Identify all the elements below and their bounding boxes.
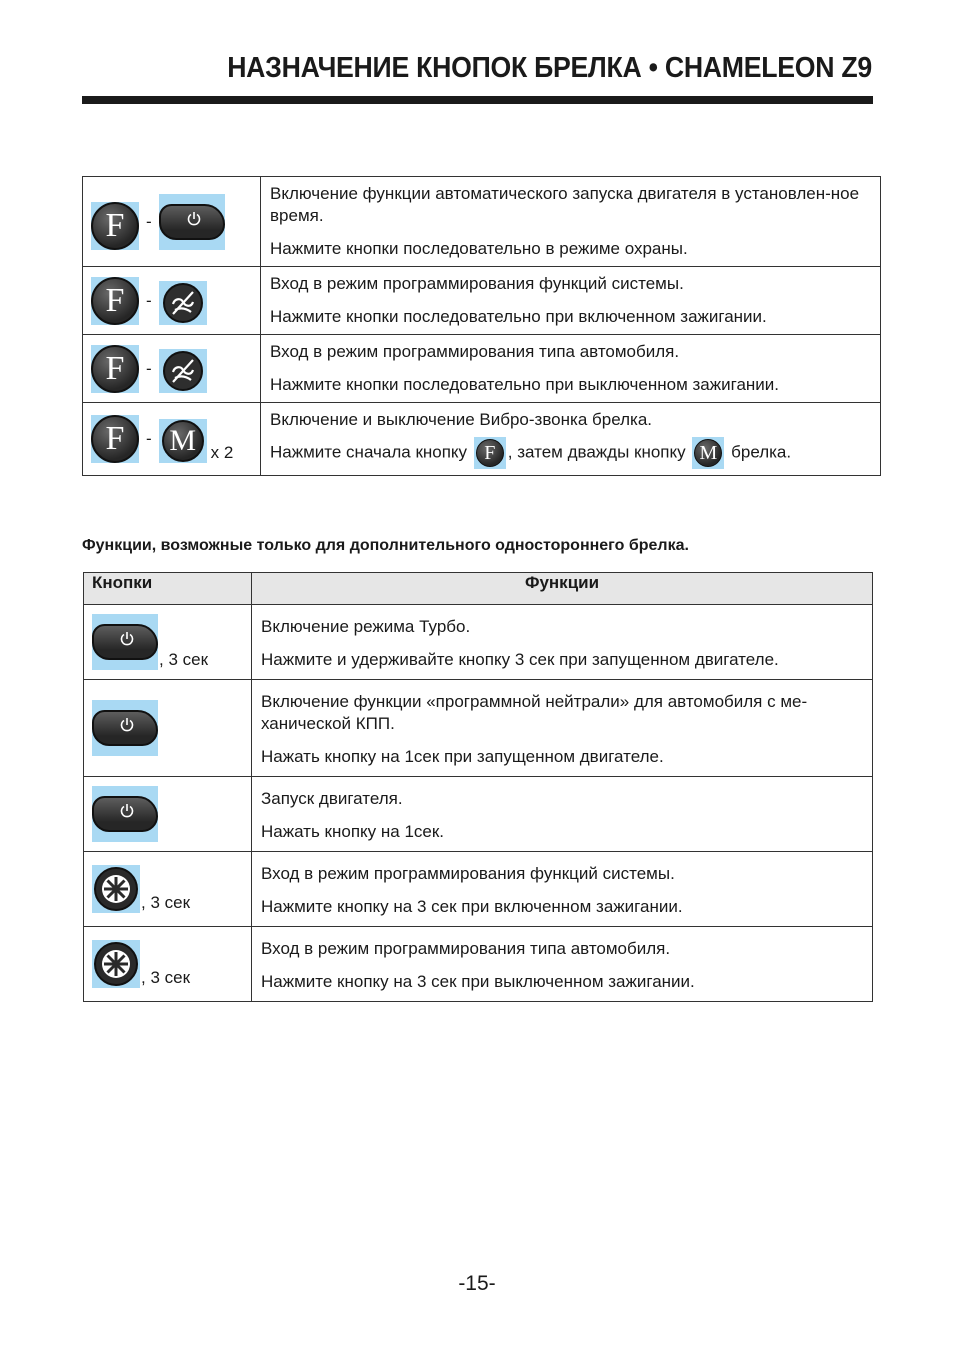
function-description: Запуск двигателя. bbox=[261, 789, 403, 808]
buttons-cell bbox=[84, 927, 252, 1002]
instruction-text: Нажмите сначала кнопку F , затем дважды кнопку M брелка. bbox=[270, 437, 870, 469]
separator: - bbox=[146, 429, 152, 448]
buttons-cell bbox=[83, 177, 261, 267]
instruction-text: Нажмите и удерживайте кнопку 3 сек при запущенном двигателе. bbox=[261, 650, 779, 669]
table-row bbox=[83, 403, 881, 476]
table-row bbox=[83, 335, 881, 403]
table-row bbox=[84, 777, 873, 852]
table-row bbox=[84, 680, 873, 777]
m-button-icon: M bbox=[159, 419, 207, 463]
page-number: -15- bbox=[458, 1272, 496, 1295]
engine-off-button-icon bbox=[159, 349, 207, 393]
engine-off-button-icon bbox=[159, 281, 207, 325]
description-cell bbox=[252, 680, 873, 777]
f-button-icon: F bbox=[91, 277, 139, 325]
function-description: Включение функции автоматического запуска двигателя в установлен-ное время. bbox=[270, 184, 860, 225]
description-cell bbox=[261, 335, 881, 403]
button-combo-table bbox=[82, 176, 881, 476]
instruction-text: Нажмите кнопку на 3 сек при включенном зажигании. bbox=[261, 897, 683, 916]
f-button-icon: F bbox=[91, 345, 139, 393]
table-row bbox=[84, 927, 873, 1002]
buttons-cell bbox=[84, 680, 252, 777]
description-cell bbox=[252, 927, 873, 1002]
header-row bbox=[84, 573, 873, 605]
section-subtitle: Функции, возможные только для дополнительного одностороннего брелка. bbox=[82, 537, 689, 554]
asterisk-button-icon bbox=[92, 865, 140, 913]
function-description: Включение режима Турбо. bbox=[261, 617, 471, 636]
hold-duration: , 3 сек bbox=[159, 650, 209, 669]
function-description: Вход в режим программирования типа автомобиля. bbox=[270, 342, 680, 361]
instruction-text: Нажать кнопку на 1сек. bbox=[261, 822, 445, 841]
function-description: Включение функции «программной нейтрали» для автомобиля с ме-ханической КПП. bbox=[261, 692, 808, 733]
buttons-cell bbox=[84, 605, 252, 680]
separator: - bbox=[146, 290, 152, 310]
table-row bbox=[84, 605, 873, 680]
instruction-text: Нажмите кнопку на 3 сек при выключенном зажигании. bbox=[261, 972, 695, 991]
instruction-text: Нажмите кнопки последовательно при выключенном зажигании. bbox=[270, 375, 779, 394]
m-button-icon: M bbox=[692, 437, 724, 469]
f-button-icon: F bbox=[474, 437, 506, 469]
description-cell bbox=[261, 267, 881, 335]
asterisk-button-icon bbox=[92, 940, 140, 988]
power-button-icon bbox=[92, 786, 158, 842]
description-cell bbox=[261, 403, 881, 476]
page-title: НАЗНАЧЕНИЕ КНОПОК БРЕЛКА • CHAMELEON Z9 bbox=[227, 52, 872, 84]
separator: - bbox=[146, 211, 152, 231]
function-description: Вход в режим программирования типа автомобиля. bbox=[261, 939, 671, 958]
description-cell bbox=[261, 177, 881, 267]
separator: - bbox=[146, 358, 152, 378]
instruction-text: Нажать кнопку на 1сек при запущенном двигателе. bbox=[261, 747, 664, 766]
description-cell bbox=[252, 605, 873, 680]
buttons-cell bbox=[84, 777, 252, 852]
table-row bbox=[83, 177, 881, 267]
buttons-cell bbox=[83, 267, 261, 335]
table-row bbox=[84, 852, 873, 927]
hold-duration: , 3 сек bbox=[141, 968, 191, 987]
description-cell bbox=[252, 852, 873, 927]
buttons-cell bbox=[83, 335, 261, 403]
instruction-text: Нажмите кнопки последовательно в режиме охраны. bbox=[270, 239, 688, 258]
f-button-icon: F bbox=[91, 202, 139, 250]
hold-duration: , 3 сек bbox=[141, 893, 191, 912]
f-button-icon: F bbox=[91, 415, 139, 463]
power-button-icon bbox=[92, 700, 158, 756]
description-cell bbox=[252, 777, 873, 852]
instruction-text: Нажмите кнопки последовательно при включенном зажигании. bbox=[270, 307, 767, 326]
table-row bbox=[83, 267, 881, 335]
title-rule bbox=[82, 96, 873, 104]
function-description: Вход в режим программирования функций системы. bbox=[270, 274, 684, 293]
power-button-icon bbox=[92, 614, 158, 670]
repeat-count: x 2 bbox=[210, 443, 234, 462]
function-description: Включение и выключение Вибро-звонка брелка. bbox=[270, 410, 653, 429]
power-button-icon bbox=[159, 194, 225, 250]
buttons-cell bbox=[83, 403, 261, 476]
buttons-cell bbox=[84, 852, 252, 927]
column-header-buttons: Кнопки bbox=[84, 573, 252, 605]
function-description: Вход в режим программирования функций системы. bbox=[261, 864, 675, 883]
extra-remote-table bbox=[83, 572, 873, 1002]
column-header-functions: Функции bbox=[252, 573, 873, 605]
